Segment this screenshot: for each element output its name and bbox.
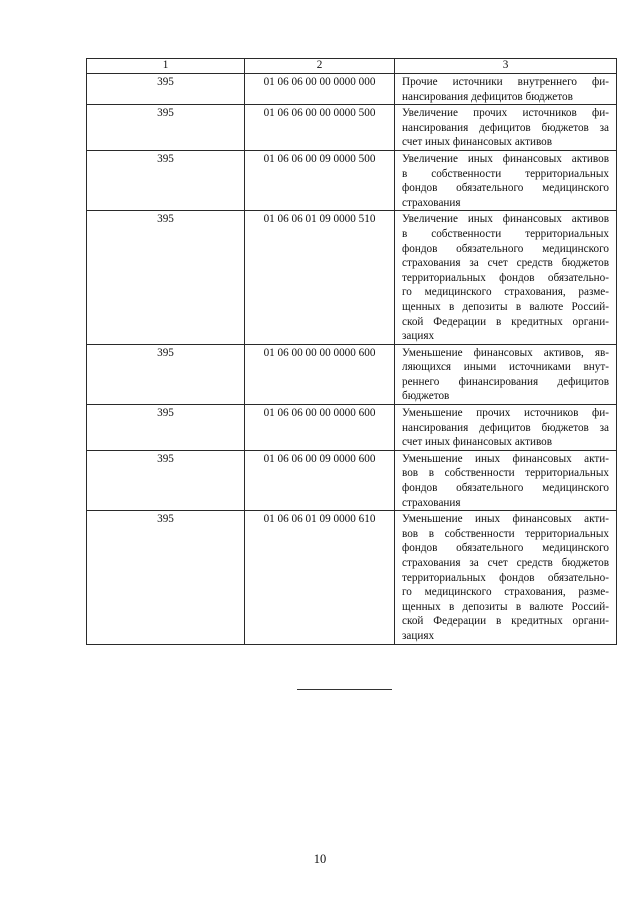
description-line: го медицинского страхования, разме- [402,286,609,299]
classification-code-cell: 01 06 06 00 00 0000 500 [245,105,395,151]
description-cell [395,211,617,344]
admin-code-cell: 395 [87,211,245,344]
admin-code-cell: 395 [87,511,245,644]
description-line: фондов обязательного медицинского [402,482,609,495]
description-line: нансирования дефицитов бюджетов за [402,121,609,134]
separator-line [297,689,392,690]
description-line: территориальных фондов обязательно- [402,571,609,584]
description-line: Увеличение иных финансовых активов [402,213,609,226]
description-line: фондов обязательного медицинского [402,242,609,255]
description-line: ской Федерации в кредитных органи- [402,315,609,328]
description-cell [395,344,617,404]
sources-table [86,58,617,645]
description-line: страхования за счет средств бюджетов [402,257,609,270]
description-line: Уменьшение иных финансовых акти- [402,513,609,526]
description-line: в собственности территориальных [402,227,609,240]
table-row [87,344,617,404]
description-line: го медицинского страхования, разме- [402,586,609,599]
page-number: 10 [313,852,327,866]
admin-code-cell: 395 [87,450,245,510]
description-line: счет иных финансовых активов [402,136,553,149]
description-line: счет иных финансовых активов [402,436,553,449]
description-line: в собственности территориальных [402,167,609,180]
column-header-3: 3 [395,59,617,74]
column-header-1: 1 [87,59,245,74]
description-line: фондов обязательного медицинского [402,182,609,195]
classification-code-cell: 01 06 06 00 09 0000 600 [245,450,395,510]
admin-code-cell: 395 [87,150,245,210]
description-line: Уменьшение прочих источников фи- [402,407,609,420]
classification-code-cell: 01 06 06 01 09 0000 610 [245,511,395,644]
admin-code-cell: 395 [87,344,245,404]
description-cell [395,74,617,105]
description-line: нансирования дефицитов бюджетов за [402,421,609,434]
description-line: Прочие источники внутреннего фи- [402,76,609,88]
admin-code-cell: 395 [87,405,245,451]
table-row [87,405,617,451]
classification-code-cell: 01 06 06 01 09 0000 510 [245,211,395,344]
admin-code-cell: 395 [87,74,245,105]
description-line: Уменьшение финансовых активов, яв- [402,346,609,359]
classification-code-cell: 01 06 00 00 00 0000 600 [245,344,395,404]
table-row [87,211,617,344]
description-line: зациях [402,629,435,642]
table-row [87,450,617,510]
table-row [87,511,617,644]
description-line: Уменьшение иных финансовых акти- [402,452,609,465]
description-line: страхования [402,496,461,509]
classification-code-cell: 01 06 06 00 00 0000 600 [245,405,395,451]
description-line: щенных в депозиты в валюте Россий- [402,300,609,313]
description-cell [395,511,617,644]
description-line: вов в собственности территориальных [402,527,609,540]
description-line: фондов обязательного медицинского [402,542,609,555]
description-line: ской Федерации в кредитных органи- [402,615,609,628]
table-body [87,74,617,645]
description-line: территориальных фондов обязательно- [402,271,609,284]
description-line: реннего финансирования дефицитов [402,375,609,388]
description-cell [395,450,617,510]
description-line: нансирования дефицитов бюджетов [402,90,573,103]
description-line: страхования [402,196,461,209]
description-line: бюджетов [402,390,450,403]
description-cell [395,105,617,151]
description-line: зациях [402,330,435,343]
table-row [87,74,617,105]
description-line: Увеличение прочих источников фи- [402,107,609,120]
table-row [87,150,617,210]
admin-code-cell: 395 [87,105,245,151]
description-line: страхования за счет средств бюджетов [402,557,609,569]
description-cell [395,150,617,210]
description-line: Увеличение иных финансовых активов [402,152,609,165]
description-line: щенных в депозиты в валюте Россий- [402,600,609,613]
classification-code-cell: 01 06 06 00 09 0000 500 [245,150,395,210]
description-line: вов в собственности территориальных [402,467,609,480]
description-line: ляющихся иными источниками внут- [402,361,609,374]
description-cell [395,405,617,451]
table-row [87,105,617,151]
classification-code-cell: 01 06 06 00 00 0000 000 [245,74,395,105]
column-header-2: 2 [245,59,395,74]
table-header-row [87,59,617,74]
